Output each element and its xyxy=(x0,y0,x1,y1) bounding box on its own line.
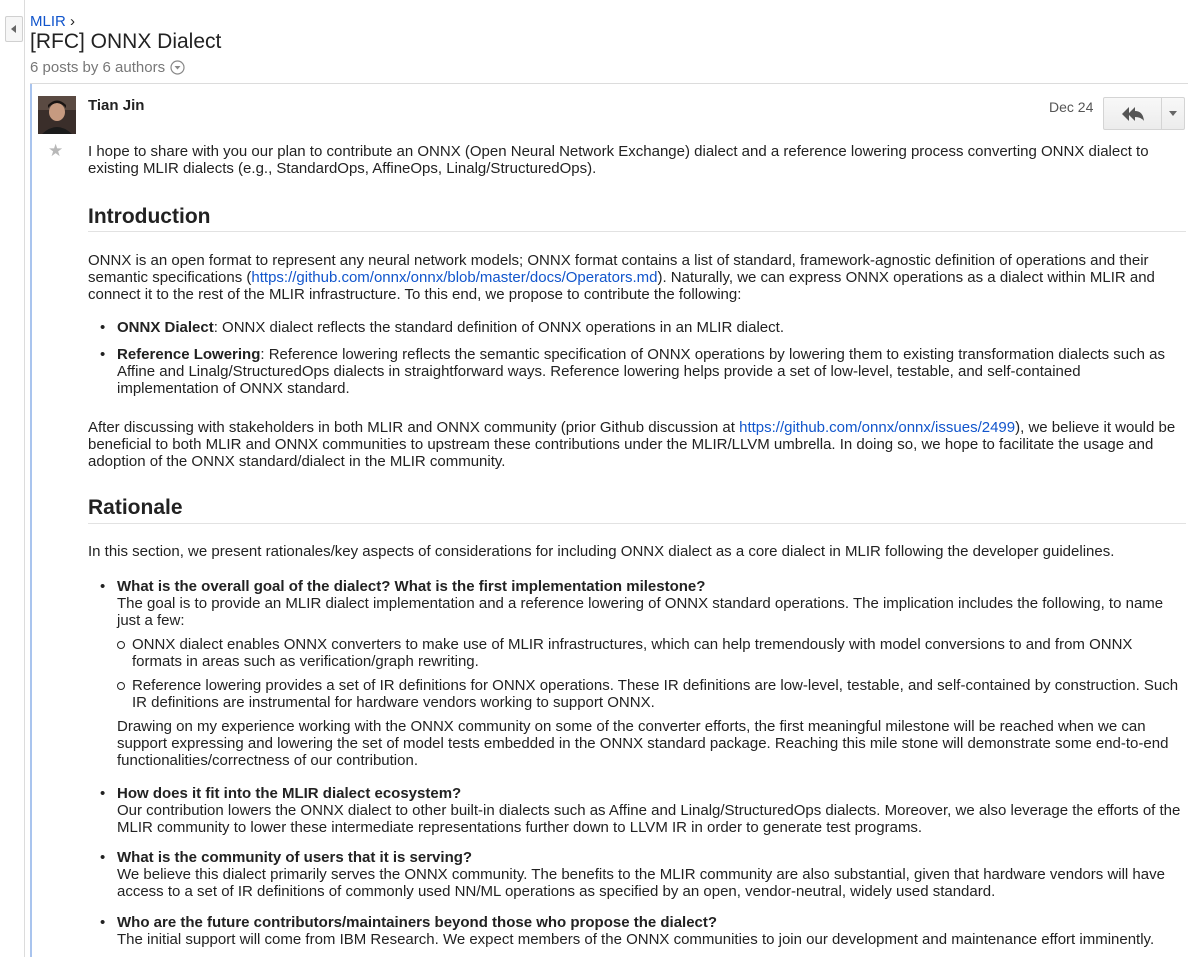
rationale-heading-rule xyxy=(88,523,1186,524)
stakeholders-text-2: ), we believe it would be beneficial to both MLIR and ONNX communities to upstream these contributions under the MLIR/LLVM umbrella. In doing so, we hope to facilitate the usage and adoption of the ONNX standard/dialect in the MLIR community. xyxy=(88,419,1176,470)
rationale-list xyxy=(88,914,1186,948)
avatar[interactable] xyxy=(38,96,76,134)
introduction-paragraph xyxy=(88,252,1186,303)
thread-meta-text: 6 posts by 6 authors xyxy=(30,59,166,76)
rationale-answer: Our contribution lowers the ONNX dialect to other built-in dialects such as Affine and Linalg/StructuredOps dialects. Moreover, we also leverage the efforts of the MLIR community to lower these intermediate representations further down to LLVM IR in order to generate test programs. xyxy=(117,802,1181,836)
contribution-list xyxy=(88,319,1186,397)
reply-all-icon xyxy=(1121,106,1145,122)
reply-all-button[interactable] xyxy=(1104,98,1162,129)
implication-list xyxy=(117,636,1186,711)
rationale-question: • What is the community of users that it is serving? xyxy=(117,849,473,866)
rationale-question: • What is the overall goal of the dialect? What is the first implementation milestone? xyxy=(117,578,706,595)
list-item xyxy=(88,346,1186,397)
introduction-heading-rule xyxy=(88,231,1186,232)
rationale-question: • Who are the future contributors/maintainers beyond those who propose the dialect? xyxy=(117,914,718,931)
chevron-down-circle-icon[interactable] xyxy=(170,60,185,75)
stakeholders-text-1: After discussing with stakeholders in both MLIR and ONNX community (prior Github discussion at xyxy=(88,419,740,436)
list-item-text: : Reference lowering reflects the semantic specification of ONNX operations by lowering them to existing transformation dialects such as Affine and Linalg/StructuredOps dialects in straightforward ways. Reference lowering helps provide a set of low-level, testable, and self-contained implementation of ONNX standard. xyxy=(117,346,1165,397)
rationale-answer: The initial support will come from IBM Research. We expect members of the ONNX communities to join our development and maintenance effort imminently. xyxy=(117,931,1155,948)
stakeholders-paragraph xyxy=(88,419,1186,470)
rationale-answer: We believe this dialect primarily serves the ONNX community. The benefits to the MLIR community are also substantial, given that hardware vendors will have access to a set of IR definitions of commonly used NN/ML operations as specified by an open, vendor-neutral, widely used standard. xyxy=(117,866,1165,900)
rationale-answer: The goal is to provide an MLIR dialect implementation and a reference lowering of ONNX standard operations. The implication includes the following, to name just a few: xyxy=(117,595,1164,629)
rationale-list xyxy=(88,578,1186,769)
reply-button-group xyxy=(1103,97,1185,130)
thread-meta xyxy=(30,59,185,76)
more-options-button[interactable] xyxy=(1162,98,1184,129)
post-author[interactable]: Tian Jin xyxy=(88,97,145,114)
breadcrumb xyxy=(30,13,75,30)
list-item xyxy=(88,578,1186,769)
star-icon[interactable]: ★ xyxy=(48,141,64,160)
list-item: ONNX dialect enables ONNX converters to make use of MLIR infrastructures, which can help tremendously with model conversions to and from ONNX formats in areas such as verification/graph rewriting. xyxy=(117,636,1186,670)
operators-doc-link[interactable]: https://github.com/onnx/onnx/blob/master/docs/Operators.md xyxy=(251,269,658,286)
avatar-portrait-icon xyxy=(38,96,76,134)
header-divider xyxy=(30,83,1188,84)
rationale-heading: Rationale xyxy=(88,496,183,519)
thread-title: [RFC] ONNX Dialect xyxy=(30,30,222,53)
list-item xyxy=(88,785,1186,836)
left-divider xyxy=(24,0,25,957)
introduction-text-2: ). Naturally, we can express ONNX operations as a dialect within MLIR and connect it to the rest of the MLIR infrastructure. To this end, we propose to contribute the following: xyxy=(88,269,1155,303)
breadcrumb-group-link[interactable]: MLIR xyxy=(30,13,66,30)
introduction-heading: Introduction xyxy=(88,205,211,228)
list-item xyxy=(88,319,1186,336)
rationale-list xyxy=(88,849,1186,900)
list-item xyxy=(88,849,1186,900)
breadcrumb-separator: › xyxy=(70,13,76,30)
rationale-closing: Drawing on my experience working with the ONNX community on some of the converter efforts, the first meaningful milestone will be reached when we can support expressing and lowering the set of model tests embedded in the ONNX standard package. Reaching this mile stone will demonstrate some end-to-end functionalities/correctness of our contribution. xyxy=(117,718,1169,769)
github-issue-link[interactable]: https://github.com/onnx/onnx/issues/2499 xyxy=(739,419,1016,436)
collapse-sidebar-button[interactable] xyxy=(5,16,23,42)
list-item-text: : ONNX dialect reflects the standard definition of ONNX operations in an MLIR dialect. xyxy=(213,319,784,336)
list-item: Reference lowering provides a set of IR definitions for ONNX operations. These IR definitions are low-level, testable, and self-contained by construction. Such IR definitions are instrumental for hardware vendors working to support ONNX. xyxy=(117,677,1186,711)
intro-paragraph: I hope to share with you our plan to contribute an ONNX (Open Neural Network Exchange) dialect and a reference lowering process converting ONNX dialect to existing MLIR dialects (e.g., StandardOps, AffineOps, Linalg/StructuredOps). xyxy=(88,143,1149,177)
selected-post-indicator xyxy=(30,84,32,957)
dropdown-caret-icon xyxy=(1169,111,1177,116)
rationale-question: • How does it fit into the MLIR dialect ecosystem? xyxy=(117,785,462,802)
post-date: Dec 24 xyxy=(1049,99,1094,115)
rationale-list xyxy=(88,785,1186,836)
rationale-lead: In this section, we present rationales/key aspects of considerations for including ONNX dialect as a core dialect in MLIR following the developer guidelines. xyxy=(88,543,1115,560)
list-item xyxy=(88,914,1186,948)
list-item-term: Reference Lowering xyxy=(117,346,261,363)
introduction-text-1: ONNX is an open format to represent any neural network models; ONNX format contains a list of standard, framework-agnostic definition of operations and their semantic specifications ( xyxy=(88,252,1149,286)
list-item-term: ONNX Dialect xyxy=(117,319,214,336)
caret-left-icon xyxy=(11,25,16,33)
